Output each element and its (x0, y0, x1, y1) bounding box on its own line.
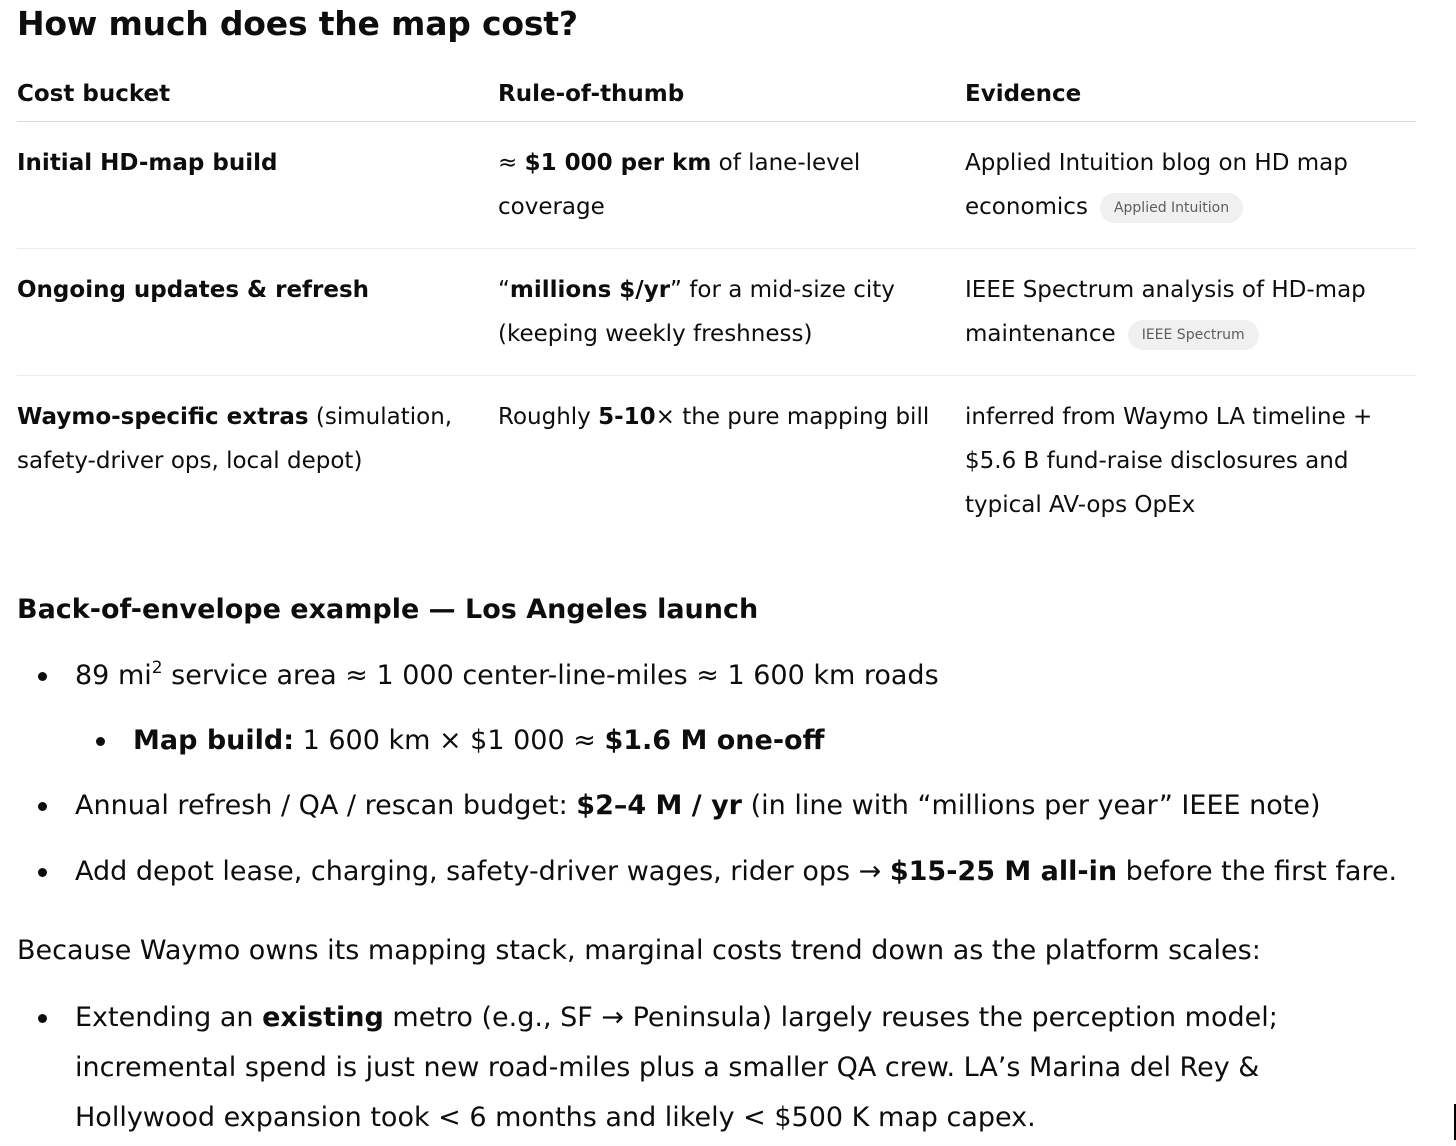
cost-bucket-cell (17, 376, 498, 547)
evidence-cell (965, 249, 1416, 376)
superscript: 2 (151, 658, 163, 678)
cost-table (17, 68, 1416, 546)
paragraph-scaling: Because Waymo owns its mapping stack, marginal costs trend down as the platform scales: (17, 935, 1261, 966)
evidence-text: Applied Intuition blog on HD map economics (965, 150, 1348, 220)
table-row (17, 249, 1416, 376)
list-item-text (75, 993, 1405, 1143)
all-in-total: $15-25 M all-in (889, 856, 1118, 887)
column-header-rule-of-thumb: Rule-of-thumb (498, 68, 965, 122)
list-item-text (75, 651, 1405, 701)
scale-prefix: Extending an (75, 1002, 263, 1033)
rule-highlight: 5-10 (598, 404, 656, 430)
source-citation-pill[interactable]: IEEE Spectrum (1128, 320, 1259, 350)
all-in-note: before the first fare. (1117, 856, 1398, 887)
scale-highlight: existing (262, 1002, 384, 1033)
cost-bucket-name: Initial HD-map build (17, 150, 278, 176)
column-header-evidence: Evidence (965, 68, 1416, 122)
map-build-total: $1.6 M one-off (604, 725, 825, 756)
rule-suffix: ” for a mid-size city (keeping weekly freshness) (498, 277, 895, 347)
rule-suffix: of lane-level coverage (498, 150, 861, 220)
example-section-title: Back-of-envelope example — Los Angeles launch (17, 594, 759, 625)
column-header-cost-bucket: Cost bucket (17, 68, 498, 122)
rule-cell (498, 376, 965, 547)
page-title: How much does the map cost? (17, 4, 578, 43)
list-item-text (75, 781, 1405, 831)
map-build-calc: 1 600 km × $1 000 ≈ (294, 725, 605, 756)
source-citation-pill[interactable]: Applied Intuition (1100, 193, 1243, 223)
cost-bucket-name: Ongoing updates & refresh (17, 277, 370, 303)
rule-prefix: ≈ (498, 150, 525, 176)
rule-suffix: × the pure mapping bill (655, 404, 930, 430)
list-item-text (75, 847, 1405, 897)
area-value: 89 mi (75, 660, 152, 691)
rule-highlight: $1 000 per km (524, 150, 712, 176)
table-row (17, 376, 1416, 547)
evidence-cell (965, 376, 1416, 547)
rule-cell (498, 249, 965, 376)
refresh-budget: $2–4 M / yr (576, 790, 742, 821)
rule-prefix: “ (498, 277, 510, 303)
cost-bucket-cell (17, 249, 498, 376)
cost-bucket-cell (17, 122, 498, 249)
bullet-dot (38, 672, 47, 681)
list-item-text (133, 716, 1456, 766)
bullet-dot (96, 737, 105, 746)
all-in-label: Add depot lease, charging, safety-driver wages, rider ops → (75, 856, 890, 887)
rule-prefix: Roughly (498, 404, 599, 430)
area-detail: service area ≈ 1 000 center-line-miles ≈ 1 600 km roads (162, 660, 939, 691)
bullet-dot (38, 802, 47, 811)
map-build-label: Map build: (133, 725, 294, 756)
rule-highlight: millions $/yr (509, 277, 671, 303)
cost-bucket-detail: (simulation, safety-driver ops, local depot) (17, 404, 453, 474)
bullet-dot (38, 868, 47, 877)
table-header-row (17, 68, 1416, 122)
cost-bucket-name: Waymo-specific extras (17, 404, 309, 430)
evidence-text: IEEE Spectrum analysis of HD-map maintenance (965, 277, 1366, 347)
scale-detail: metro (e.g., SF → Peninsula) largely reuses the perception model; incremental spend is just new road-miles plus a smaller QA crew. LA’s Marina del Rey & Hollywood expansion took < 6 months and likely < $500 K map capex. (75, 1002, 1278, 1133)
rule-cell (498, 122, 965, 249)
refresh-label: Annual refresh / QA / rescan budget: (75, 790, 577, 821)
evidence-cell (965, 122, 1416, 249)
evidence-text: inferred from Waymo LA timeline + $5.6 B fund-raise disclosures and typical AV-ops OpEx (965, 404, 1373, 518)
bullet-dot (38, 1014, 47, 1023)
refresh-note: (in line with “millions per year” IEEE note) (742, 790, 1321, 821)
table-row (17, 122, 1416, 249)
